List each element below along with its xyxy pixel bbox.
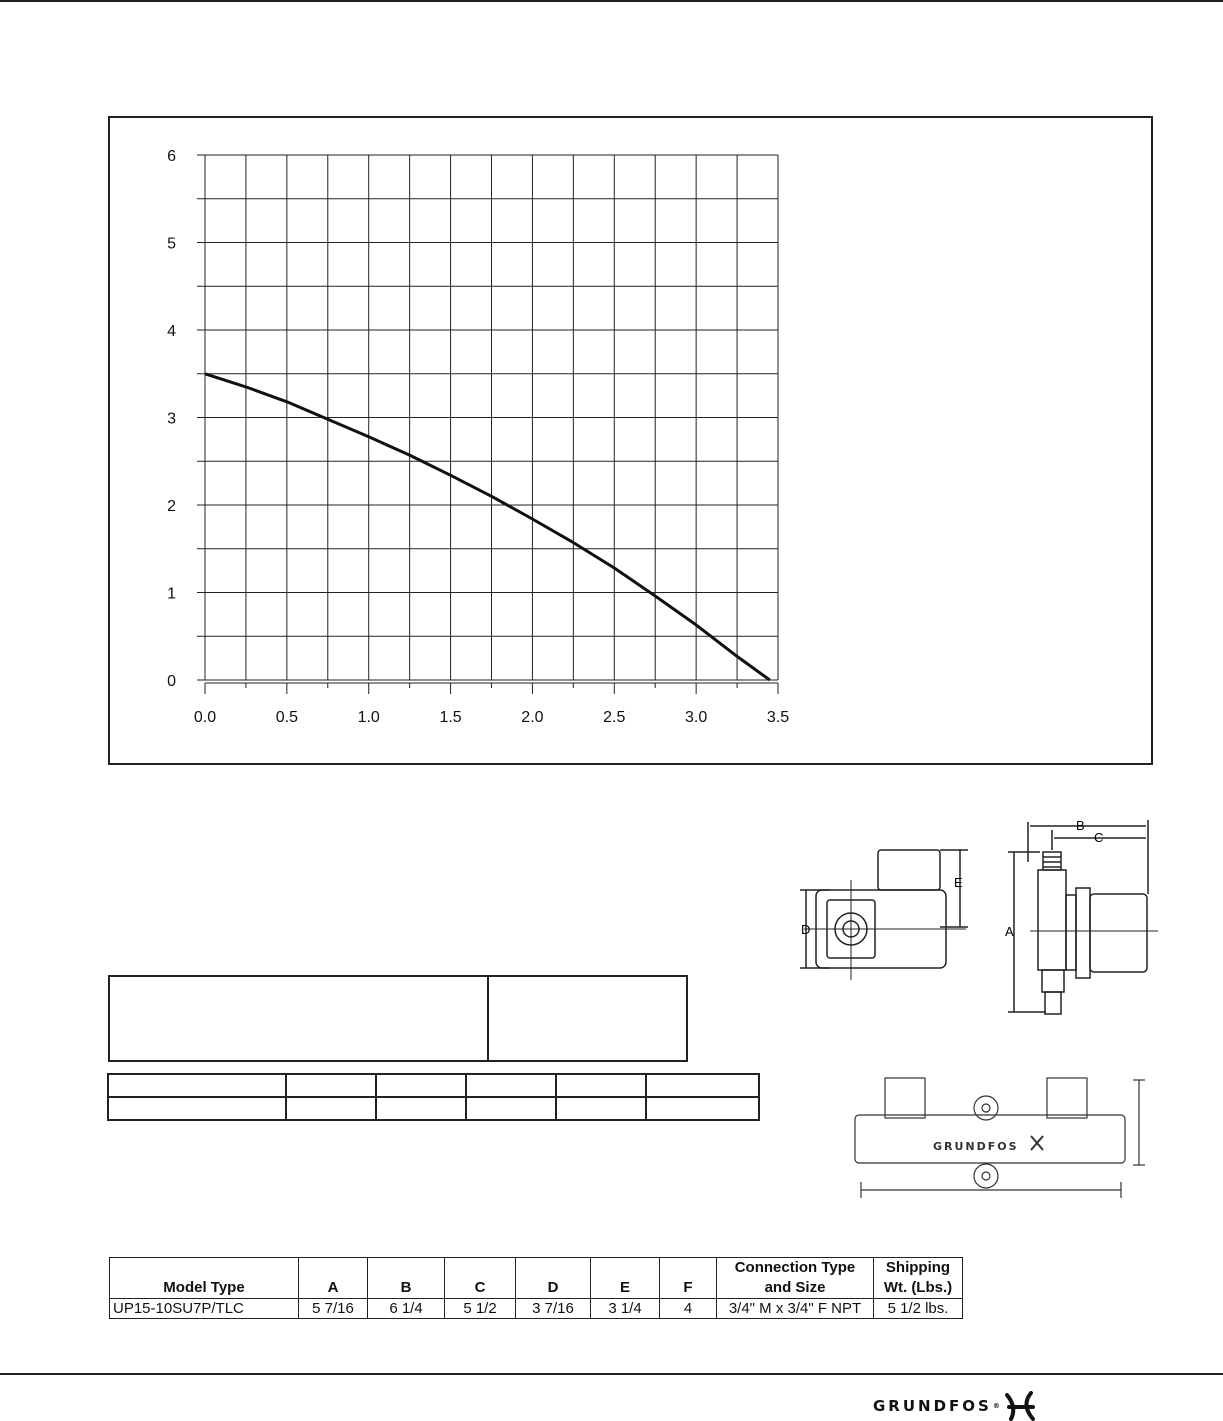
spec-cell-a: 5 7/16 xyxy=(299,1299,368,1319)
spec-header-d: D xyxy=(516,1258,591,1299)
y-tick-label: 5 xyxy=(167,235,176,253)
x-tick-label: 1.0 xyxy=(357,709,380,726)
spec-header-connection: Connection Type and Size xyxy=(717,1258,874,1299)
footer-logo xyxy=(873,1391,1037,1421)
y-tick-label: 6 xyxy=(167,148,176,165)
spec-header-e: E xyxy=(591,1258,660,1299)
spec-cell-d: 3 7/16 xyxy=(516,1299,591,1319)
spec-header-shipping: Shipping Wt. (Lbs.) xyxy=(874,1258,963,1299)
empty-info-table xyxy=(107,1073,760,1121)
y-tick-label: 2 xyxy=(167,498,176,515)
spec-cell-c: 5 1/2 xyxy=(445,1299,516,1319)
dim-label-e: E xyxy=(954,875,963,890)
dim-label-b: B xyxy=(1076,818,1085,833)
pump-front-view xyxy=(800,850,968,980)
x-tick-label: 0.0 xyxy=(193,709,217,726)
x-tick-label: 2.0 xyxy=(521,709,544,726)
spec-header-row xyxy=(110,1258,963,1299)
spec-cell-b: 6 1/4 xyxy=(368,1299,445,1319)
x-tick-label: 2.5 xyxy=(603,709,626,726)
dim-label-d: D xyxy=(801,922,811,937)
flange-brand-text: GRUNDFOS xyxy=(933,1140,1019,1153)
x-tick-label: 0.5 xyxy=(275,709,298,726)
flange-plate-drawing xyxy=(845,1070,1155,1210)
table-row xyxy=(110,1299,963,1319)
spec-cell-connection: 3/4" M x 3/4" F NPT xyxy=(717,1299,874,1319)
y-tick-label: 0 xyxy=(167,673,176,690)
footer-rule xyxy=(0,1373,1223,1375)
table-row xyxy=(108,1097,759,1120)
box-divider xyxy=(487,977,489,1060)
x-tick-label: 3.0 xyxy=(685,709,708,726)
y-tick-label: 1 xyxy=(167,585,176,603)
spec-cell-model: UP15-10SU7P/TLC xyxy=(110,1299,299,1319)
dim-label-c: C xyxy=(1094,830,1104,845)
spec-header-c: C xyxy=(445,1258,516,1299)
empty-info-box xyxy=(108,975,688,1062)
spec-cell-shipping: 5 1/2 lbs. xyxy=(874,1299,963,1319)
dim-label-a: A xyxy=(1005,924,1014,939)
spec-cell-e: 3 1/4 xyxy=(591,1299,660,1319)
spec-header-b: B xyxy=(368,1258,445,1299)
spec-header-a: A xyxy=(299,1258,368,1299)
footer-brand: GRUNDFOS xyxy=(873,1397,992,1415)
x-tick-label: 1.5 xyxy=(439,709,462,726)
pump-side-view xyxy=(1008,820,1158,1014)
table-row xyxy=(108,1074,759,1097)
y-tick-label: 3 xyxy=(167,410,176,428)
x-tick-label: 3.5 xyxy=(766,709,790,726)
spec-header-f: F xyxy=(660,1258,717,1299)
pump-dimension-drawing xyxy=(790,810,1170,1040)
grundfos-x-icon xyxy=(1031,1136,1043,1150)
spec-cell-f: 4 xyxy=(660,1299,717,1319)
spec-header-model: Model Type xyxy=(110,1258,299,1299)
grundfos-x-icon xyxy=(1003,1391,1037,1421)
pump-curve-line xyxy=(205,374,770,680)
spec-table xyxy=(109,1257,963,1319)
footer-reg-mark: ® xyxy=(992,1402,1000,1410)
y-tick-label: 4 xyxy=(167,323,176,340)
